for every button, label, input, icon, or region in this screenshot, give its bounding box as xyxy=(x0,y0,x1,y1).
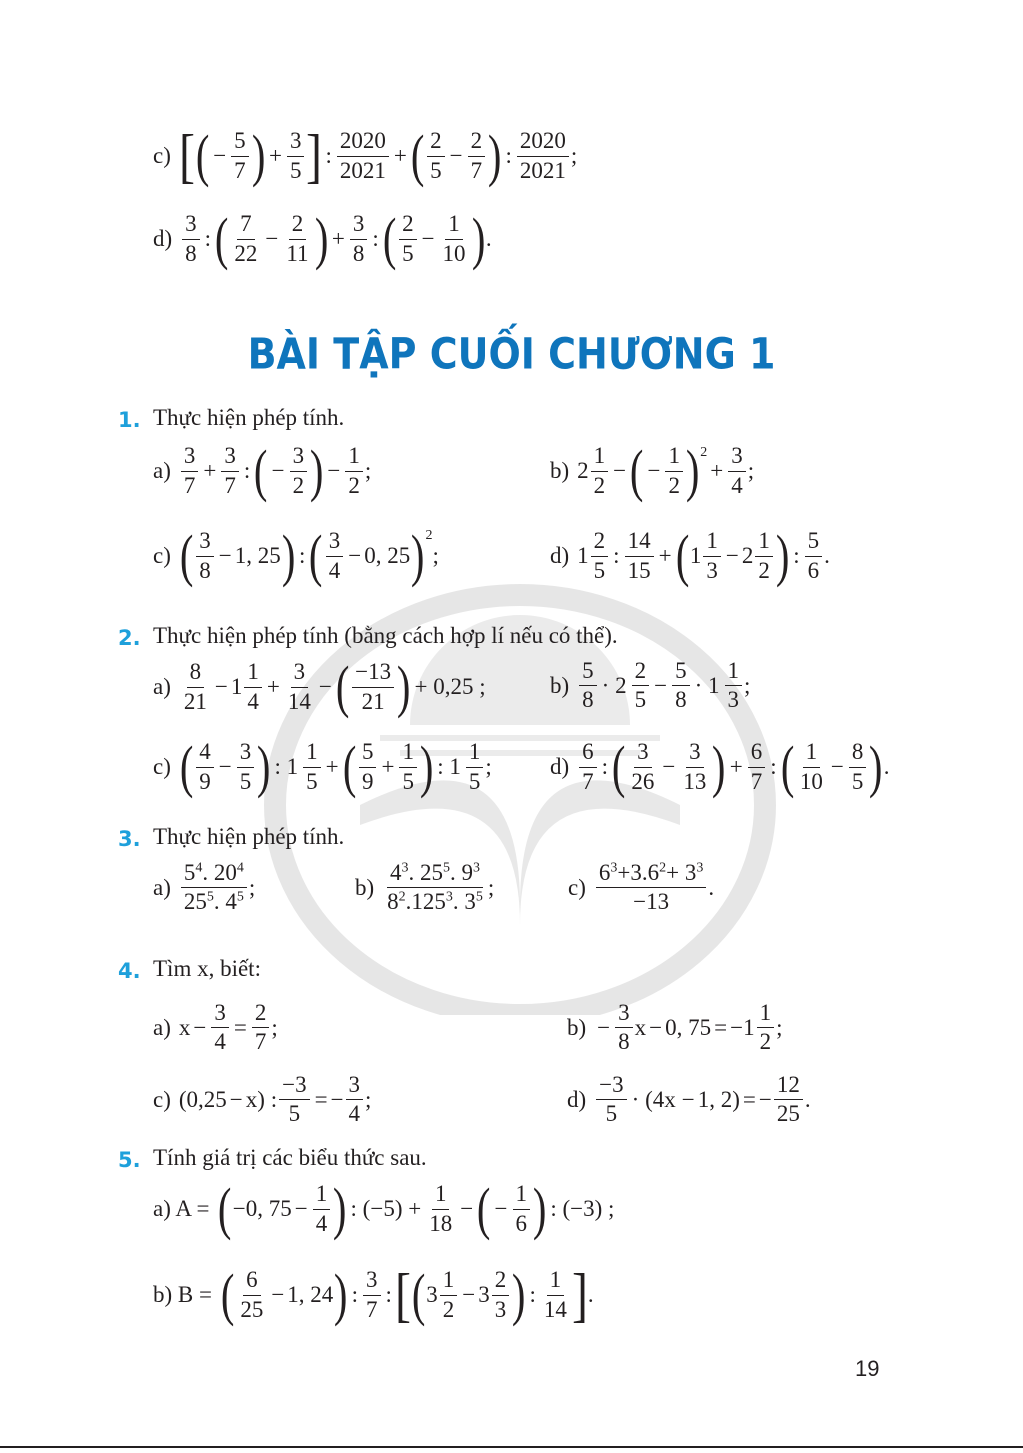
q5-text: Tính giá trị các biểu thức sau. xyxy=(153,1145,427,1170)
q3-b: b) $\frac{4^3. 25^5. 9^3}{8^2.125^3. 3^5}$ ; xyxy=(355,860,495,915)
q1-d: d) 1 $\frac{2}{5}$ : $\frac{14}{15}$ + ( 1 $\frac{1}{3}$ − 2 $\frac{1}{2}$ ) : $\frac{5}{6}$ . xyxy=(550,523,830,588)
q5-b: b) B = ( $\frac{6}{25}$ − 1, 24 ) : $\frac{3}{7}$ : [ ( 3 $\frac{1}{2}$ − 3 $\frac{2}{3}$ ) : $\frac{1}{14}$ ] . xyxy=(153,1262,594,1328)
q3-number: 3. xyxy=(118,827,141,851)
page-number: 19 xyxy=(855,1356,880,1381)
q2-a: a) $\frac{8}{21}$ − 1 $\frac{1}{4}$ + $\frac{3}{14}$ − ( $\frac{-13}{21}$ ) + 0,25 ; xyxy=(153,654,486,719)
q2-c: c) ( $\frac{4}{9}$ − $\frac{3}{5}$ ) : 1 $\frac{1}{5}$ + ( $\frac{5}{9}$ + $\frac{1}{5}$ ) : 1 $\frac{1}{5}$ ; xyxy=(153,734,492,799)
prev-exercise-d: d) $\frac{3}{8}$ : ( $\frac{7}{22}$ − $\frac{2}{11}$ ) + $\frac{3}{8}$ : ( $\frac{2}{5}$ − $\frac{1}{10}$ ) . xyxy=(153,206,492,271)
q4-number: 4. xyxy=(118,959,141,983)
q2-d: d) $\frac{6}{7}$ : ( $\frac{3}{26}$ − $\frac{3}{13}$ ) + $\frac{6}{7}$ : ( $\frac{1}{10}$ − $\frac{8}{5}$ ) . xyxy=(550,734,890,799)
q1-number: 1. xyxy=(118,408,141,432)
q4-b: b) − $\frac{3}{8}$ x − 0, 75 = −1 $\frac{1}{2}$ ; xyxy=(567,1000,783,1055)
q5-a: a) A = ( −0, 75 − $\frac{1}{4}$ ) : (−5) + $\frac{1}{18}$ − ( − $\frac{1}{6}$ ) : (−3) ; xyxy=(153,1176,615,1241)
q2-text: Thực hiện phép tính (bằng cách hợp lí nếu có thể). xyxy=(153,623,618,648)
q2-number: 2. xyxy=(118,626,141,650)
q5-number: 5. xyxy=(118,1148,141,1172)
q4-d: d) $\frac{-3}{5}$ · (4x − 1, 2) = − $\frac{12}{25}$ . xyxy=(567,1072,811,1127)
q3-c: c) $\frac{6^3+3.6^2+ 3^3}{-13}$ . xyxy=(568,860,715,915)
bottom-rule xyxy=(0,1446,1023,1448)
q1-a: a) $\frac{3}{7}$ + $\frac{3}{7}$ : ( − $\frac{3}{2}$ ) − $\frac{1}{2}$ ; xyxy=(153,438,372,503)
prev-exercise-c: c) [ ( − $\frac{5}{7}$ ) + $\frac{3}{5}$ ] : $\frac{2020}{2021}$ + ( $\frac{2}{5}$ − $\frac{2}{7}$ ) : $\frac{2020}{2021}$ ; xyxy=(153,123,578,189)
q1-b: b) 2 $\frac{1}{2}$ − ( − $\frac{1}{2}$ ) 2 + $\frac{3}{4}$ ; xyxy=(550,438,755,503)
q4-text: Tìm x, biết: xyxy=(153,956,261,981)
chapter-exercises-title: BÀI TẬP CUỐI CHƯƠNG 1 xyxy=(247,329,776,379)
q4-c: c) (0,25 − x) : $\frac{-3}{5}$ = − $\frac{3}{4}$ ; xyxy=(153,1072,372,1127)
q3-a: a) $\frac{5^4. 20^4}{25^5. 4^5}$ ; xyxy=(153,860,256,915)
q2-b: b) $\frac{5}{8}$ · 2 $\frac{2}{5}$ − $\frac{5}{8}$ · 1 $\frac{1}{3}$ ; xyxy=(550,658,751,713)
q1-c: c) ( $\frac{3}{8}$ − 1, 25 ) : ( $\frac{3}{4}$ − 0, 25 ) 2 ; xyxy=(153,523,439,588)
q3-text: Thực hiện phép tính. xyxy=(153,824,345,849)
q4-a: a) x − $\frac{3}{4}$ = $\frac{2}{7}$ ; xyxy=(153,1000,278,1055)
q1-text: Thực hiện phép tính. xyxy=(153,405,345,430)
